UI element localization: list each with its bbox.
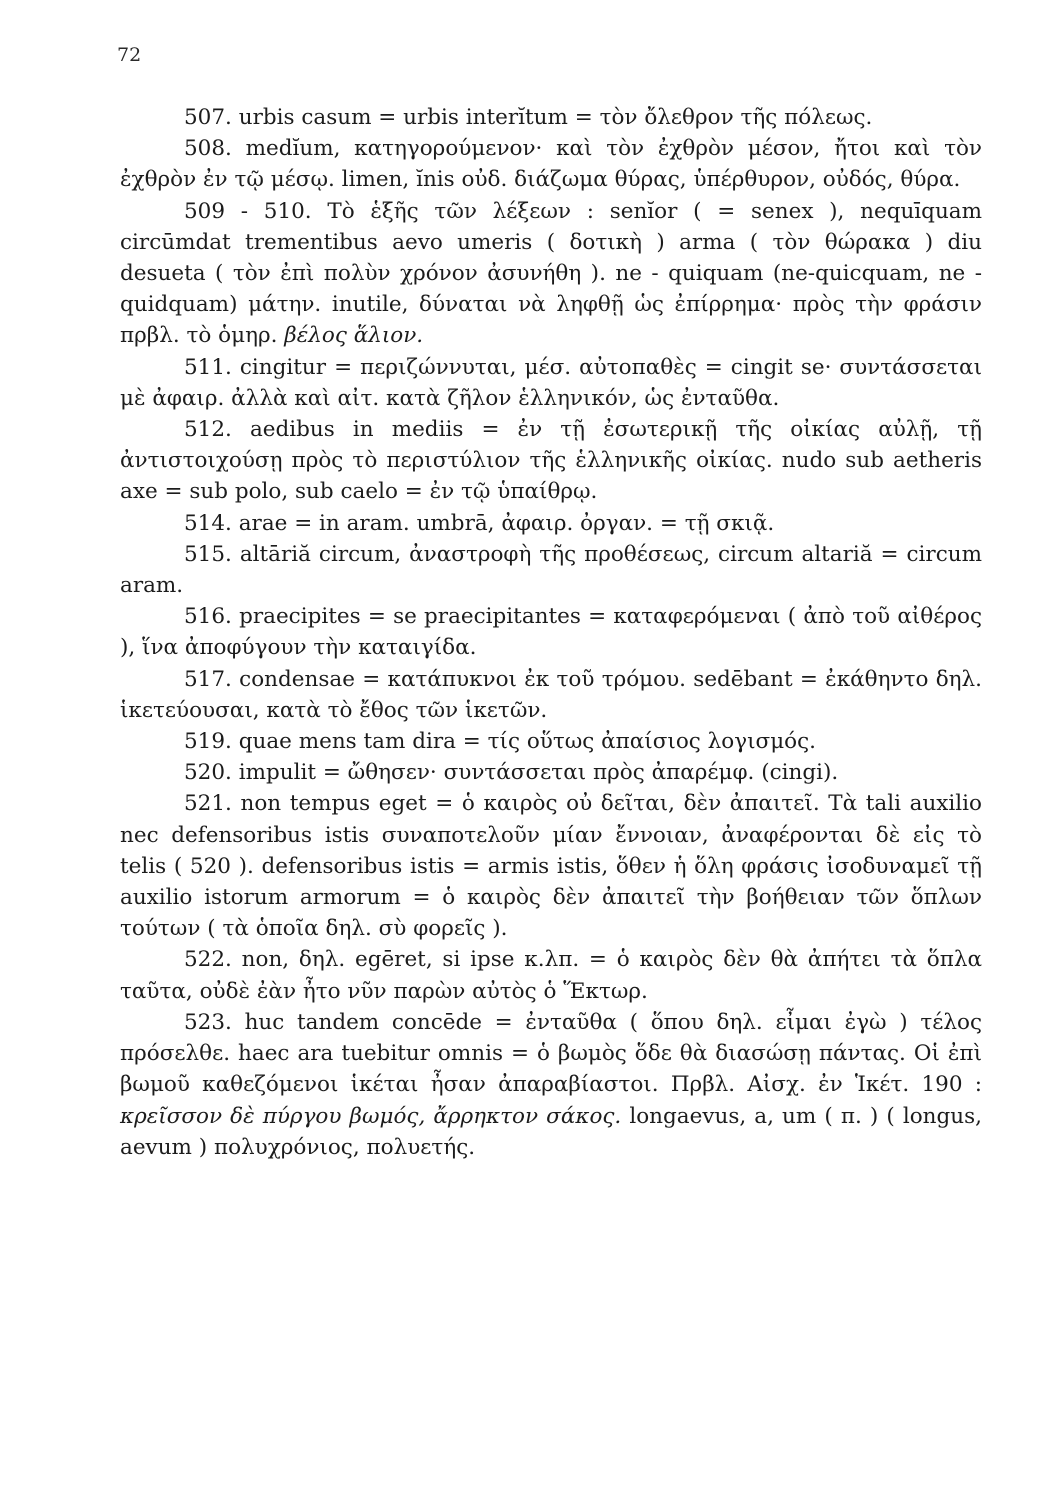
entry-text: impulit = ὤθησεν· συντάσσεται πρὸς ἀπαρέμφ. (cingi). (238, 760, 839, 786)
commentary-text (120, 102, 982, 1163)
entry-517 (120, 664, 982, 726)
entry-number: 509 - 510. (184, 198, 312, 224)
entry-text: quae mens tam dira = τίς οὕτως ἀπαίσιος λογισμός. (238, 729, 816, 755)
entry-number: 514. (184, 510, 232, 536)
entry-number: 521. (184, 791, 232, 817)
entry-text: arae = in aram. umbrā, ἀφαιρ. ὀργαν. = τῇ σκιᾷ. (238, 510, 775, 536)
entry-number: 507. (184, 105, 232, 130)
entry-quote: βέλος ἅλιον. (284, 323, 424, 349)
entry-520 (120, 757, 982, 788)
entry-text: cingitur = περιζώννυται, μέσ. αὐτοπαθὲς = cingit se· συντάσσεται μὲ ἀφαιρ. ἀλλὰ καὶ αἰτ. κατὰ ζῆλον ἑλληνικόν, ὡς ἐνταῦθα. (120, 354, 982, 411)
entry-number: 517. (184, 666, 232, 692)
entry-number: 522. (184, 947, 232, 973)
entry-number: 512. (184, 417, 232, 443)
entry-text: altāriă circum, ἀναστροφὴ τῆς προθέσεως, circum altariă = circum aram. (120, 541, 982, 599)
entry-number: 516. (184, 604, 232, 630)
entry-text: non, δηλ. egēret, si ipse κ.λπ. = ὁ καιρὸς δὲν θὰ ἀπήτει τὰ ὅπλα ταῦτα, οὐδὲ ἐὰν ἦτο νῦν παρὼν αὐτὸς ὁ Ἕκτωρ. (120, 947, 982, 1004)
entry-514 (120, 508, 982, 539)
entry-number: 519. (184, 729, 232, 755)
entry-text: praecipites = se praecipitantes = καταφερόμεναι ( ἀπὸ τοῦ αἰθέρος ), ἵνα ἀποφύγουν τὴν καταιγίδα. (120, 604, 982, 661)
entry-text: Τὸ ἑξῆς τῶν λέξεων : senĭor ( = senex ), nequīquam circūmdat trementibus aevo umeris ( δοτικὴ ) arma ( τὸν θώρακα ) diu desueta ( τὸν ἐπὶ πολὺν χρόνον ἀσυνήθη ). ne - quiquam (ne-quicquam, ne - quidquam) μάτην. inutile, δύναται νὰ ληφθῇ ὡς ἐπίρρημα· πρὸς τὴν φράσιν πρβλ. τὸ ὁμηρ. (120, 198, 982, 349)
entry-text: aedibus in mediis = ἐν τῇ ἐσωτερικῇ τῆς οἰκίας αὐλῇ, τῇ ἀντιστοιχούσῃ πρὸς τὸ περιστύλιον τῆς ἑλληνικῆς οἰκίας. nudo sub aetheris axe = sub polo, sub caelo = ἐν τῷ ὑπαίθρῳ. (120, 417, 982, 505)
entry-519 (120, 726, 982, 757)
entry-quote: κρεῖσσον δὲ πύργου βωμός, ἄρρηκτον σάκος. (120, 1103, 622, 1129)
entry-507 (120, 102, 982, 133)
entry-text: urbis casum = urbis interĭtum = τὸν ὄλεθρον τῆς πόλεως. (238, 105, 873, 130)
entry-511 (120, 352, 982, 414)
entry-number: 515. (184, 541, 232, 567)
entry-523 (120, 1007, 982, 1163)
page-number: 72 (117, 44, 142, 66)
entry-515 (120, 539, 982, 601)
entry-508 (120, 133, 982, 195)
entry-512 (120, 414, 982, 508)
entry-text: huc tandem concēde = ἐνταῦθα ( ὅπου δηλ. εἶμαι ἐγὼ ) τέλος πρόσελθε. haec ara tuebitur omnis = ὁ βωμὸς ὅδε θὰ διασώσῃ πάντας. Οἱ ἐπὶ βωμοῦ καθεζόμενοι ἱκέται ἦσαν ἀπαραβίαστοι. Πρβλ. Αἰσχ. ἐν Ἱκέτ. 190 : (120, 1009, 982, 1098)
entry-522 (120, 944, 982, 1006)
entry-text: condensae = κατάπυκνοι ἐκ τοῦ τρόμου. sedēbant = ἐκάθηντο δηλ. ἱκετεύουσαι, κατὰ τὸ ἔθος τῶν ἱκετῶν. (120, 666, 982, 723)
entry-text: medĭum, κατηγορούμενον· καὶ τὸν ἐχθρὸν μέσον, ἤτοι καὶ τὸν ἐχθρὸν ἐν τῷ μέσῳ. limen, ĭnis οὐδ. διάζωμα θύρας, ὑπέρθυρον, οὐδός, θύρα. (120, 136, 982, 193)
entry-text: non tempus eget = ὁ καιρὸς οὐ δεῖται, δὲν ἀπαιτεῖ. Τὰ tali auxilio nec defensoribus istis συναποτελοῦν μίαν ἔννοιαν, ἀναφέρονται δὲ εἰς τὸ telis ( 520 ). defensoribus istis = armis istis, ὅθεν ἡ ὅλη φράσις ἰσοδυναμεῖ τῇ auxilio istorum armorum = ὁ καιρὸς δὲν ἀπαιτεῖ τὴν βοήθειαν τῶν ὅπλων τούτων ( τὰ ὁποῖα δηλ. σὺ φορεῖς ). (120, 791, 982, 942)
entry-number: 508. (184, 136, 232, 162)
entry-text-tail: longaevus, a, um ( π. ) ( longus, aevum ) πολυχρόνιος, πολυετής. (120, 1103, 982, 1160)
entry-516 (120, 601, 982, 663)
entry-number: 520. (184, 760, 232, 786)
entry-521 (120, 788, 982, 944)
entry-number: 511. (184, 354, 232, 380)
entry-number: 523. (184, 1009, 232, 1035)
entry-509-510 (120, 196, 982, 352)
